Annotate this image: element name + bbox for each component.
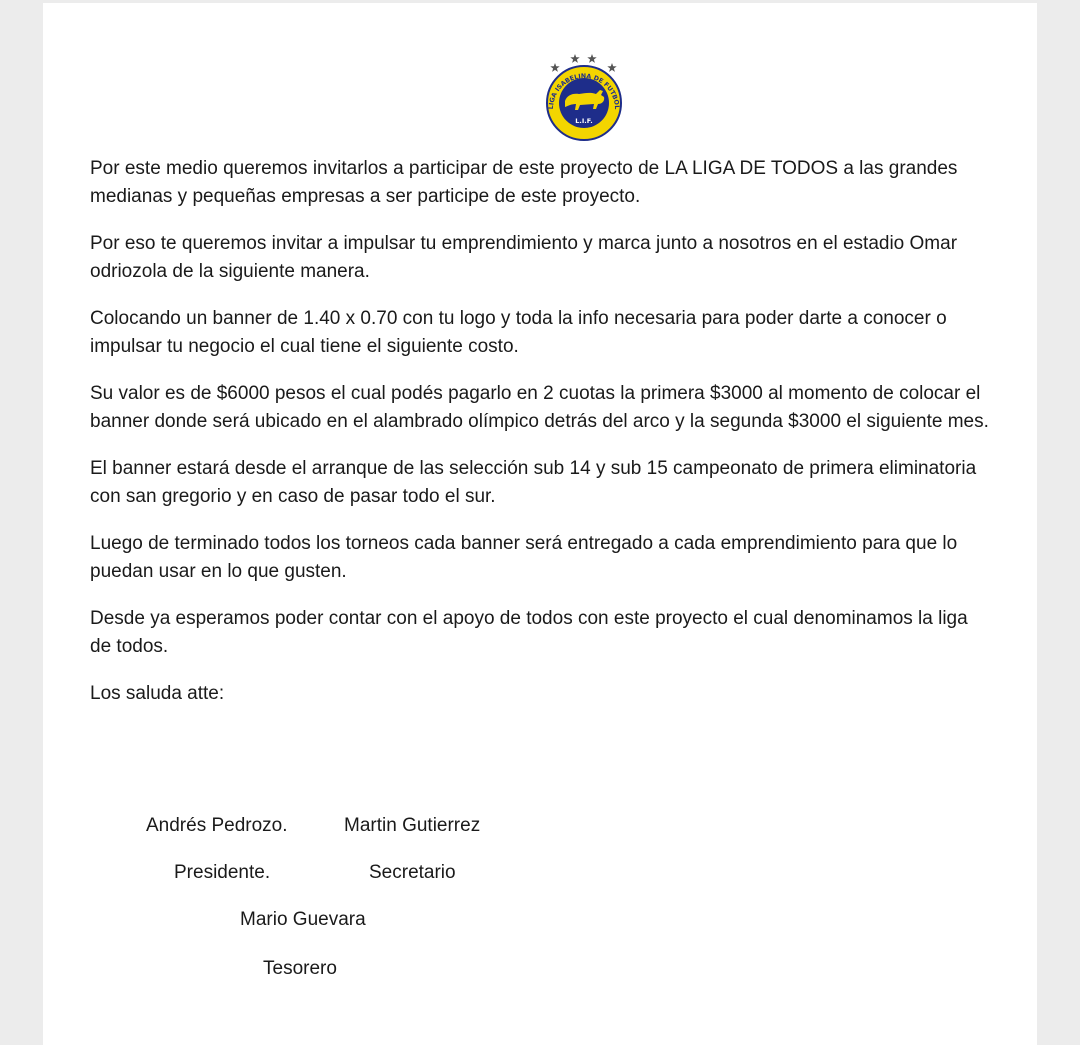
- paragraph-invitation: Por este medio queremos invitarlos a participar de este proyecto de LA LIGA DE TODOS a las grandes medianas y pequeñas empresas a ser participe de este proyecto.: [90, 158, 958, 207]
- svg-text:LIGA ISABELINA DE FUTBOL: LIGA ISABELINA DE FUTBOL: [547, 72, 621, 110]
- paragraph-return-banner: Luego de terminado todos los torneos cada banner será entregado a cada emprendimiento para que lo puedan usar en lo que gusten.: [90, 533, 958, 582]
- league-crest-icon: [543, 51, 625, 141]
- signature-treasurer-name: Mario Guevara: [240, 909, 366, 930]
- letter-body: [90, 155, 990, 727]
- signature-secretary-name: Martin Gutierrez: [344, 815, 481, 836]
- signature-president-role: Presidente.: [174, 862, 271, 883]
- paragraph-price: Su valor es de $6000 pesos el cual podés pagarlo en 2 cuotas la primera $3000 al momento de colocar el banner donde será ubicado en el alambrado olímpico detrás del arco y la segunda $3000 el siguiente mes.: [90, 383, 989, 432]
- paragraph-banner-size: Colocando un banner de 1.40 x 0.70 con tu logo y toda la info necesaria para poder darte a conocer o impulsar tu negocio el cual tiene el siguiente costo.: [90, 308, 947, 357]
- paragraph-closing: Desde ya esperamos poder contar con el apoyo de todos con este proyecto el cual denominamos la liga de todos.: [90, 608, 968, 657]
- league-logo: [543, 51, 625, 141]
- svg-text:L.I.F.: L.I.F.: [575, 117, 593, 125]
- signature-president-name: Andrés Pedrozo.: [146, 815, 288, 836]
- paragraph-salutation: Los saluda atte:: [90, 683, 225, 704]
- signature-secretary-role: Secretario: [369, 862, 456, 883]
- paragraph-stadium: Por eso te queremos invitar a impulsar tu emprendimiento y marca junto a nosotros en el estadio Omar odriozola de la siguiente manera.: [90, 233, 958, 282]
- paragraph-tournament: El banner estará desde el arranque de las selección sub 14 y sub 15 campeonato de primera eliminatoria con san gregorio y en caso de pasar todo el sur.: [90, 458, 977, 507]
- signature-treasurer-role: Tesorero: [263, 958, 337, 979]
